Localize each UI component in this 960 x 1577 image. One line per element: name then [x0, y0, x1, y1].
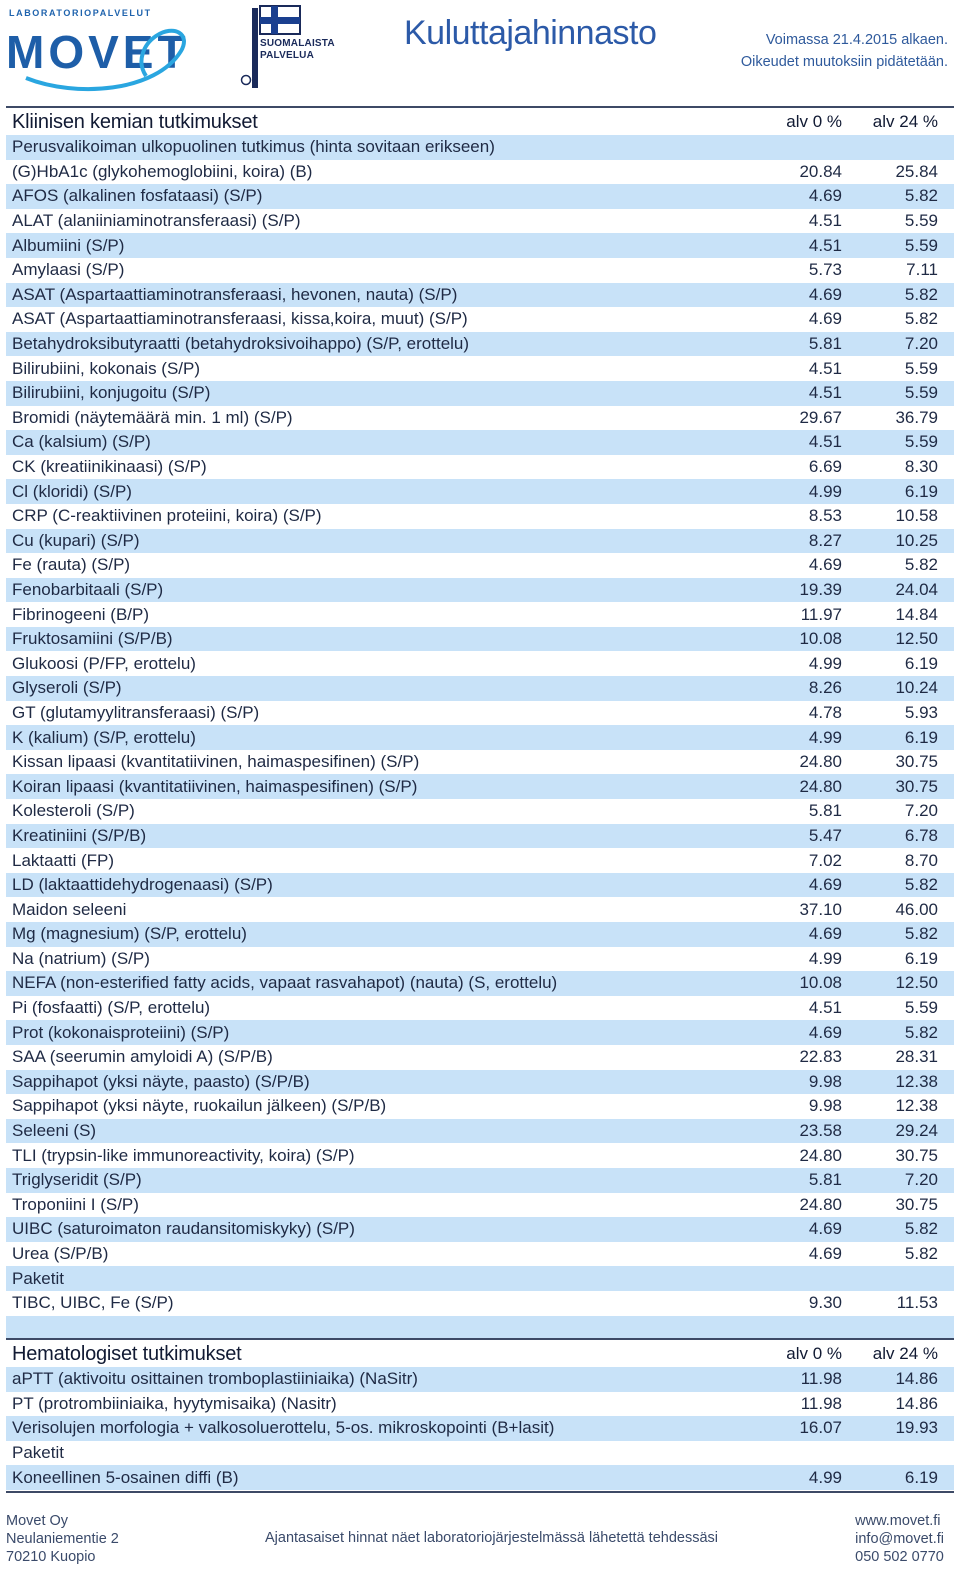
price-vat0: 4.99	[808, 948, 842, 968]
price-vat0: 9.30	[808, 1293, 842, 1313]
table-row	[6, 184, 954, 209]
footer-divider	[6, 1491, 954, 1493]
postal-city: 70210 Kuopio	[6, 1549, 96, 1565]
price-vat0: 4.69	[759, 184, 854, 209]
price-vat24	[854, 1441, 954, 1466]
price-vat24: 7.11	[906, 260, 938, 280]
table-row	[6, 356, 954, 381]
test-name: Seleeni (S)	[6, 1119, 759, 1144]
price-vat24: 6.19	[854, 479, 954, 504]
table-header-row	[6, 1339, 954, 1367]
table-row	[6, 529, 954, 554]
table-row	[6, 283, 954, 308]
table-row	[6, 996, 954, 1021]
test-name: Fruktosamiini (S/P/B)	[6, 627, 759, 652]
price-vat24: 30.75	[895, 1145, 938, 1165]
price-vat0: 5.81	[808, 801, 842, 821]
validity-note: Voimassa 21.4.2015 alkaen.	[765, 32, 948, 48]
table-row	[6, 1168, 954, 1193]
table-row	[6, 971, 954, 996]
table-row	[6, 455, 954, 480]
price-vat0: 29.67	[799, 407, 842, 427]
price-vat24: 10.58	[895, 506, 938, 526]
table-row	[6, 307, 954, 332]
badge-label	[260, 38, 335, 62]
test-name: Ca (kalsium) (S/P)	[6, 430, 759, 455]
logo-tagline: LABORATORIOPALVELUT	[9, 8, 152, 18]
vat0-column-header: alv 0 %	[759, 107, 854, 135]
test-name: Albumiini (S/P)	[6, 233, 759, 258]
price-vat24: 10.25	[854, 529, 954, 554]
price-vat0: 24.80	[799, 1145, 842, 1165]
price-vat24: 5.82	[854, 1020, 954, 1045]
price-vat24: 6.78	[854, 824, 954, 849]
table-row	[6, 258, 954, 283]
table-row	[6, 504, 954, 529]
price-vat24: 30.75	[895, 752, 938, 772]
price-vat24: 5.82	[854, 283, 954, 308]
price-vat0: 11.97	[800, 604, 842, 624]
price-vat0	[759, 135, 854, 160]
price-vat0: 23.58	[759, 1119, 854, 1144]
price-vat0: 24.80	[799, 752, 842, 772]
test-name: Kolesteroli (S/P)	[12, 801, 135, 821]
price-vat24: 6.19	[904, 948, 938, 968]
test-name: Bilirubiini, konjugoitu (S/P)	[6, 381, 759, 406]
test-name: Kissan lipaasi (kvantitatiivinen, haimaspesifinen) (S/P)	[12, 752, 420, 772]
price-vat0: 4.78	[808, 702, 842, 722]
logo-wordmark: MOVET	[6, 26, 190, 78]
test-name: Maidon seleeni	[12, 899, 127, 919]
footer-address	[6, 1512, 119, 1566]
price-vat0: 10.08	[759, 627, 854, 652]
price-vat24: 25.84	[895, 161, 938, 181]
test-name: Pi (fosfaatti) (S/P, erottelu)	[12, 998, 211, 1018]
price-vat0: 4.69	[759, 283, 854, 308]
page-header	[0, 0, 960, 100]
table-row	[6, 676, 954, 701]
section-spacer	[6, 1316, 954, 1338]
footer-note: Ajantasaiset hinnat näet laboratoriojärjestelmässä lähetettä tehdessäsi	[265, 1530, 718, 1546]
test-name: Fibrinogeeni (B/P)	[12, 604, 150, 624]
street-address: Neulaniementie 2	[6, 1531, 119, 1547]
test-name: Cu (kupari) (S/P)	[6, 529, 759, 554]
price-vat0: 4.51	[808, 211, 842, 231]
price-vat0: 4.69	[759, 1217, 854, 1242]
test-name: AFOS (alkalinen fosfataasi) (S/P)	[6, 184, 759, 209]
vat0-column-header: alv 0 %	[759, 1339, 854, 1367]
table-row	[6, 233, 954, 258]
footer-contact	[855, 1512, 944, 1566]
price-vat24: 6.19	[854, 725, 954, 750]
test-name: Kreatiniini (S/P/B)	[6, 824, 759, 849]
price-vat24: 5.59	[904, 211, 938, 231]
test-name: Bilirubiini, kokonais (S/P)	[12, 358, 201, 378]
test-name: SAA (seerumin amyloidi A) (S/P/B)	[12, 1047, 273, 1067]
logo-swoosh-icon	[6, 16, 231, 96]
price-vat0: 4.69	[759, 873, 854, 898]
test-name: NEFA (non-esterified fatty acids, vapaat rasvahapot) (nauta) (S, erottelu)	[6, 971, 759, 996]
test-name: Mg (magnesium) (S/P, erottelu)	[6, 922, 759, 947]
table-row	[6, 824, 954, 849]
price-vat24: 46.00	[895, 899, 938, 919]
price-vat24: 6.19	[904, 653, 938, 673]
test-name: ALAT (alaniiniaminotransferaasi) (S/P)	[12, 211, 301, 231]
price-vat24: 6.19	[854, 1465, 954, 1490]
price-vat24: 5.82	[854, 873, 954, 898]
test-name: Sappihapot (yksi näyte, ruokailun jälkeen) (S/P/B)	[12, 1096, 387, 1116]
test-name: Troponiini I (S/P)	[12, 1194, 139, 1214]
table-row	[6, 947, 954, 972]
price-vat24: 5.59	[904, 358, 938, 378]
test-name: aPTT (aktivoitu osittainen tromboplastiiniaika) (NaSitr)	[6, 1367, 759, 1392]
price-vat0: 4.51	[808, 358, 842, 378]
table-row	[6, 406, 954, 431]
test-name: Koneellinen 5-osainen diffi (B)	[6, 1465, 759, 1490]
price-vat0: 8.26	[759, 676, 854, 701]
table-row	[6, 430, 954, 455]
table-row	[6, 209, 954, 234]
table-row	[6, 750, 954, 775]
table-row	[6, 873, 954, 898]
test-name: Na (natrium) (S/P)	[12, 948, 150, 968]
test-name: Perusvalikoiman ulkopuolinen tutkimus (hinta sovitaan erikseen)	[6, 135, 759, 160]
price-vat0	[759, 1441, 854, 1466]
section-title: Kliinisen kemian tutkimukset	[6, 107, 759, 135]
website-link[interactable]: www.movet.fi	[855, 1513, 941, 1529]
price-vat0: 24.80	[759, 774, 854, 799]
test-name: Paketit	[12, 1443, 64, 1463]
table-row	[6, 578, 954, 603]
price-vat24: 12.38	[854, 1070, 954, 1095]
table-row	[6, 1367, 954, 1392]
price-vat0: 4.69	[808, 1244, 842, 1264]
badge-line-1: SUOMALAISTA	[260, 38, 335, 49]
test-name: TIBC, UIBC, Fe (S/P)	[12, 1293, 174, 1313]
price-vat24: 5.93	[904, 702, 938, 722]
price-vat0: 8.53	[808, 506, 842, 526]
test-name: CK (kreatiinikinaasi) (S/P)	[12, 457, 207, 477]
test-name: Cl (kloridi) (S/P)	[6, 479, 759, 504]
price-vat0: 11.98	[800, 1393, 842, 1413]
price-vat24: 5.82	[854, 1217, 954, 1242]
price-vat0: 5.47	[759, 824, 854, 849]
price-vat24: 12.50	[854, 971, 954, 996]
price-vat0	[759, 1266, 854, 1291]
price-vat24: 10.24	[854, 676, 954, 701]
table-row	[6, 922, 954, 947]
price-vat0: 19.39	[759, 578, 854, 603]
table-row	[6, 160, 954, 185]
price-vat24: 28.31	[895, 1047, 938, 1067]
table-row	[6, 1143, 954, 1168]
table-row	[6, 1416, 954, 1441]
table-row	[6, 135, 954, 160]
table-row	[6, 1045, 954, 1070]
test-name: Bromidi (näytemäärä min. 1 ml) (S/P)	[12, 407, 293, 427]
table-row	[6, 725, 954, 750]
test-name: Paketit	[6, 1266, 759, 1291]
price-vat24: 5.82	[904, 555, 938, 575]
test-name: LD (laktaattidehydrogenaasi) (S/P)	[6, 873, 759, 898]
price-vat24: 12.38	[895, 1096, 938, 1116]
price-vat24: 24.04	[854, 578, 954, 603]
company-name: Movet Oy	[6, 1513, 69, 1529]
test-name: Urea (S/P/B)	[12, 1244, 109, 1264]
vat24-column-header: alv 24 %	[854, 107, 954, 135]
price-vat24: 5.82	[854, 922, 954, 947]
price-vat24: 36.79	[895, 407, 938, 427]
table-row	[6, 1020, 954, 1045]
test-name: PT (protrombiiniaika, hyytymisaika) (Nasitr)	[12, 1393, 337, 1413]
table-row	[6, 897, 954, 922]
test-name: Fe (rauta) (S/P)	[12, 555, 131, 575]
table-row	[6, 602, 954, 627]
price-vat24: 7.20	[854, 332, 954, 357]
table-row	[6, 1119, 954, 1144]
test-name: ASAT (Aspartaattiaminotransferaasi, kissa,koira, muut) (S/P)	[12, 309, 468, 329]
price-vat0: 7.02	[808, 850, 842, 870]
suomalaista-palvelua-badge	[238, 4, 335, 92]
price-vat24: 30.75	[854, 774, 954, 799]
price-vat24: 19.93	[854, 1416, 954, 1441]
test-name: Betahydroksibutyraatti (betahydroksivoihappo) (S/P, erottelu)	[6, 332, 759, 357]
test-name: Sappihapot (yksi näyte, paasto) (S/P/B)	[6, 1070, 759, 1095]
price-vat0: 4.99	[759, 725, 854, 750]
price-vat0: 5.81	[759, 332, 854, 357]
price-vat0: 9.98	[808, 1096, 842, 1116]
price-vat0: 4.51	[759, 430, 854, 455]
test-name: (G)HbA1c (glykohemoglobiini, koira) (B)	[12, 161, 313, 181]
movet-logo	[6, 8, 231, 90]
test-name: K (kalium) (S/P, erottelu)	[6, 725, 759, 750]
price-vat0: 4.69	[759, 922, 854, 947]
price-vat24: 7.20	[904, 801, 938, 821]
table-row	[6, 1094, 954, 1119]
vat24-column-header: alv 24 %	[854, 1339, 954, 1367]
test-name: Koiran lipaasi (kvantitatiivinen, haimaspesifinen) (S/P)	[6, 774, 759, 799]
price-vat24: 5.82	[854, 184, 954, 209]
table-row	[6, 381, 954, 406]
price-vat24: 11.53	[896, 1293, 938, 1313]
price-vat24: 12.50	[854, 627, 954, 652]
email-link[interactable]: info@movet.fi	[855, 1531, 944, 1547]
price-vat24: 5.59	[854, 430, 954, 455]
price-vat0: 4.69	[808, 309, 842, 329]
table-row	[6, 651, 954, 676]
table-row	[6, 1441, 954, 1466]
price-vat24	[854, 135, 954, 160]
price-vat24	[854, 1266, 954, 1291]
table-row	[6, 1392, 954, 1417]
table-row	[6, 553, 954, 578]
price-vat24: 5.59	[904, 998, 938, 1018]
price-vat0: 37.10	[799, 899, 842, 919]
price-vat0: 4.99	[808, 653, 842, 673]
table-row	[6, 479, 954, 504]
table-row	[6, 627, 954, 652]
table-row	[6, 1193, 954, 1218]
price-vat0: 8.27	[759, 529, 854, 554]
test-name: UIBC (saturoimaton raudansitomiskyky) (S/P)	[6, 1217, 759, 1242]
price-vat24: 7.20	[854, 1168, 954, 1193]
chemistry-price-table	[6, 106, 954, 1316]
price-vat0: 22.83	[799, 1047, 842, 1067]
price-vat24: 29.24	[854, 1119, 954, 1144]
test-name: Amylaasi (S/P)	[12, 260, 125, 280]
price-vat0: 4.51	[759, 381, 854, 406]
price-vat0: 11.98	[759, 1367, 854, 1392]
price-vat24: 14.84	[895, 604, 938, 624]
price-vat0: 20.84	[799, 161, 842, 181]
price-vat0: 9.98	[759, 1070, 854, 1095]
price-vat0: 4.51	[808, 998, 842, 1018]
test-name: Glukoosi (P/FP, erottelu)	[12, 653, 196, 673]
test-name: Laktaatti (FP)	[12, 850, 115, 870]
price-vat24: 30.75	[895, 1194, 938, 1214]
price-vat0: 4.51	[759, 233, 854, 258]
price-vat0: 4.69	[808, 555, 842, 575]
test-name: Fenobarbitaali (S/P)	[6, 578, 759, 603]
price-vat24: 8.30	[904, 457, 938, 477]
table-row	[6, 1291, 954, 1316]
document-title: Kuluttajahinnasto	[404, 14, 657, 52]
price-vat24: 14.86	[895, 1393, 938, 1413]
price-vat0: 10.08	[759, 971, 854, 996]
table-row	[6, 774, 954, 799]
price-vat24: 5.82	[904, 309, 938, 329]
test-name: Triglyseridit (S/P)	[6, 1168, 759, 1193]
phone-number: 050 502 0770	[855, 1549, 944, 1565]
badge-line-2: PALVELUA	[260, 50, 315, 61]
table-row	[6, 1217, 954, 1242]
price-vat24: 14.86	[854, 1367, 954, 1392]
price-vat24: 5.82	[904, 1244, 938, 1264]
price-vat0: 6.69	[808, 457, 842, 477]
table-row	[6, 1070, 954, 1095]
table-row	[6, 799, 954, 824]
price-vat0: 4.69	[759, 1020, 854, 1045]
price-vat0: 4.99	[759, 479, 854, 504]
table-row	[6, 701, 954, 726]
price-vat0: 4.99	[759, 1465, 854, 1490]
price-vat0: 24.80	[799, 1194, 842, 1214]
price-vat0: 16.07	[759, 1416, 854, 1441]
price-vat24: 8.70	[904, 850, 938, 870]
hematology-price-table	[6, 1338, 954, 1490]
test-name: Prot (kokonaisproteiini) (S/P)	[6, 1020, 759, 1045]
price-vat24: 5.59	[854, 233, 954, 258]
test-name: Verisolujen morfologia + valkosoluerottelu, 5-os. mikroskopointi (B+lasit)	[6, 1416, 759, 1441]
test-name: ASAT (Aspartaattiaminotransferaasi, hevonen, nauta) (S/P)	[6, 283, 759, 308]
test-name: CRP (C-reaktiivinen proteiini, koira) (S/P)	[12, 506, 322, 526]
test-name: Glyseroli (S/P)	[6, 676, 759, 701]
price-vat24: 5.59	[854, 381, 954, 406]
section-title: Hematologiset tutkimukset	[6, 1339, 759, 1367]
table-row	[6, 848, 954, 873]
rights-note: Oikeudet muutoksiin pidätetään.	[740, 54, 948, 70]
table-row	[6, 1465, 954, 1490]
table-row	[6, 1266, 954, 1291]
test-name: TLI (trypsin-like immunoreactivity, koira) (S/P)	[12, 1145, 355, 1165]
table-header-row	[6, 107, 954, 135]
test-name: GT (glutamyylitransferaasi) (S/P)	[12, 702, 260, 722]
table-row	[6, 1242, 954, 1267]
table-row	[6, 332, 954, 357]
price-vat0: 5.81	[759, 1168, 854, 1193]
price-vat0: 5.73	[808, 260, 842, 280]
